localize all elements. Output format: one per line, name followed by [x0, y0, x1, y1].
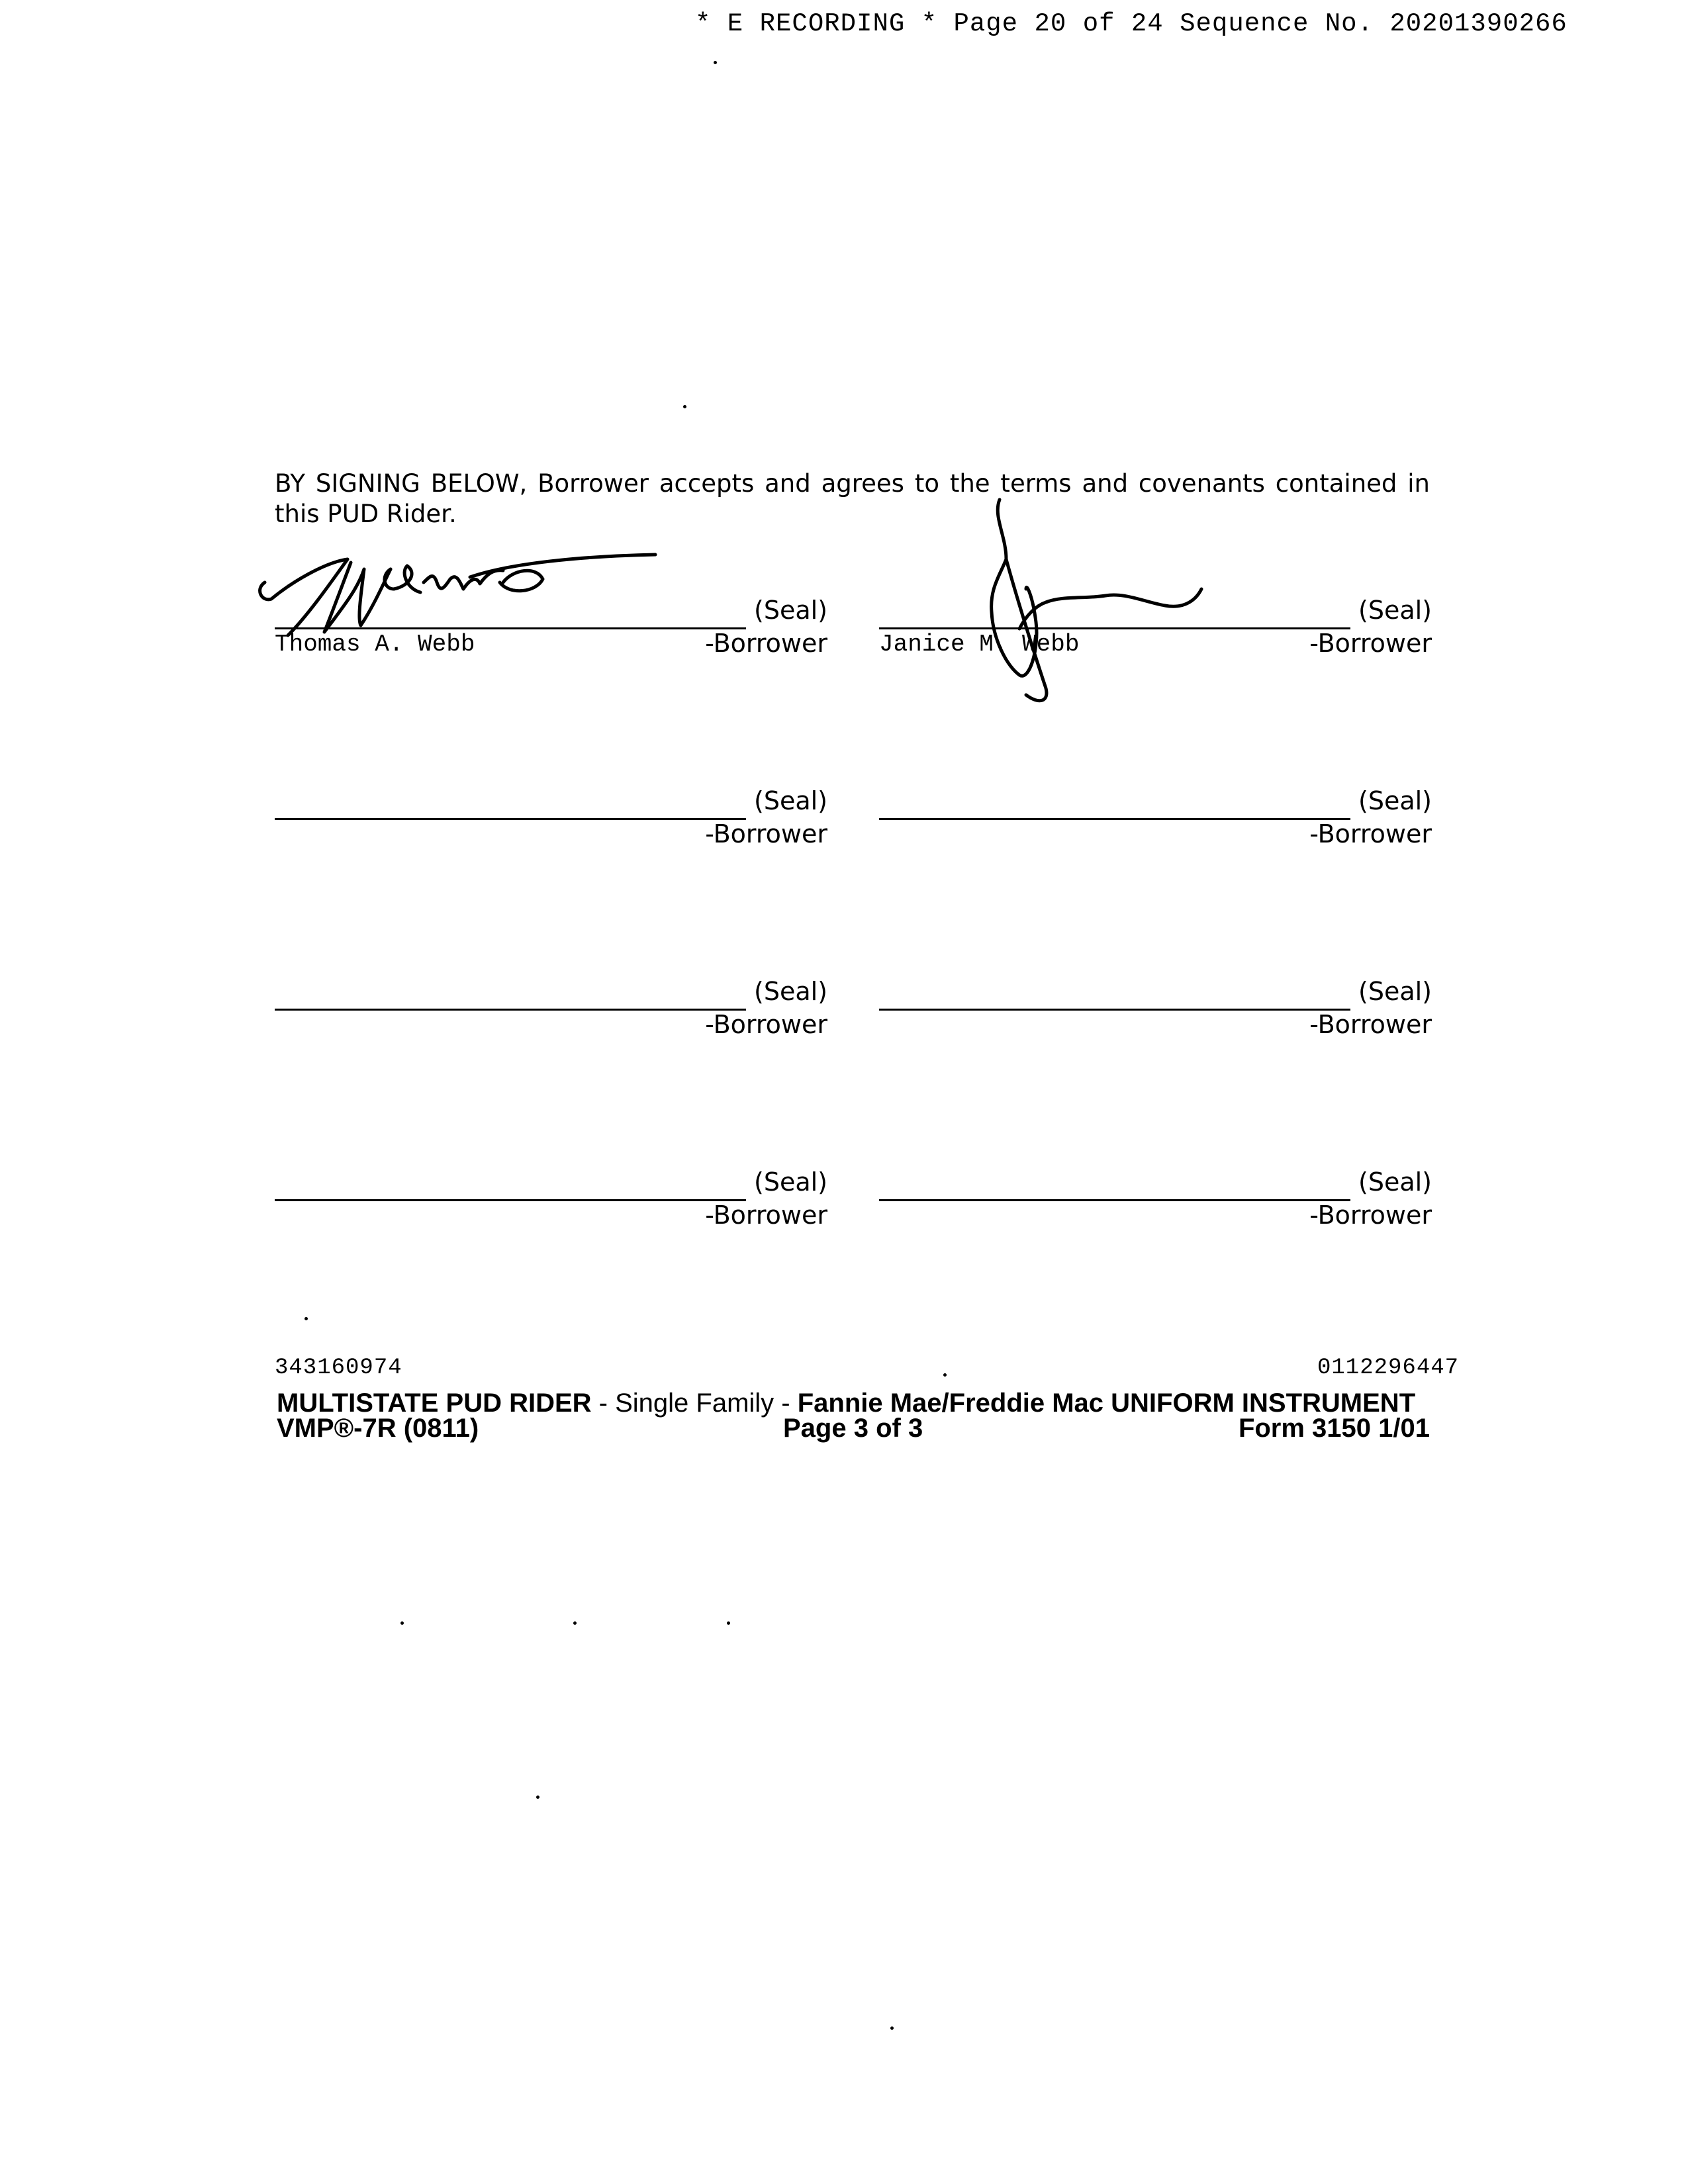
- seal-label: (Seal): [1358, 1167, 1432, 1197]
- signature-block-7: [275, 1166, 827, 1239]
- borrower-label: -Borrower: [705, 819, 827, 848]
- scan-speck: [400, 1621, 404, 1625]
- seal-label: (Seal): [754, 1167, 827, 1197]
- signature-block-8: [879, 1166, 1432, 1239]
- borrower-label: -Borrower: [1309, 629, 1432, 658]
- signature-line: [275, 1199, 746, 1201]
- signature-block-6: [879, 976, 1432, 1048]
- signature-line: [879, 818, 1350, 820]
- borrower-label: -Borrower: [705, 1010, 827, 1039]
- scan-speck: [943, 1373, 947, 1377]
- page-number: Page 3 of 3: [783, 1414, 923, 1443]
- form-title-name: MULTISTATE PUD RIDER: [277, 1388, 592, 1418]
- signature-block-4: [879, 785, 1432, 858]
- borrower-label: -Borrower: [705, 1201, 827, 1230]
- loan-number-left: 343160974: [275, 1355, 402, 1381]
- loan-number-right: 0112296447: [1317, 1355, 1460, 1381]
- seal-label: (Seal): [1358, 786, 1432, 815]
- scan-speck: [683, 405, 686, 408]
- form-number: Form 3150 1/01: [1238, 1414, 1430, 1443]
- borrower-label: -Borrower: [705, 629, 827, 658]
- signature-line: [275, 1009, 746, 1011]
- borrower-typed-name: Janice M. Webb: [879, 631, 1080, 658]
- scan-speck: [890, 2026, 894, 2030]
- seal-label: (Seal): [754, 977, 827, 1006]
- signature-line: [879, 1199, 1350, 1201]
- seal-label: (Seal): [754, 596, 827, 625]
- form-title-instrument: Fannie Mae/Freddie Mac UNIFORM INSTRUMENT: [797, 1388, 1416, 1418]
- signature-janice-webb: [953, 496, 1231, 715]
- seal-label: (Seal): [1358, 977, 1432, 1006]
- borrower-label: -Borrower: [1309, 819, 1432, 848]
- seal-label: (Seal): [754, 786, 827, 815]
- form-title-type: - Single Family -: [591, 1388, 798, 1418]
- form-footer: [277, 1414, 1430, 1447]
- signing-statement: [275, 469, 1430, 529]
- seal-label: (Seal): [1358, 596, 1432, 625]
- signature-line: [879, 1009, 1350, 1011]
- scan-speck: [714, 61, 717, 64]
- borrower-label: -Borrower: [1309, 1201, 1432, 1230]
- vmp-code: VMP®-7R (0811): [277, 1414, 479, 1443]
- signature-thomas-webb: [252, 543, 675, 649]
- scan-speck: [305, 1317, 308, 1320]
- borrower-typed-name: Thomas A. Webb: [275, 631, 475, 658]
- signature-block-3: [275, 785, 827, 858]
- scan-speck: [573, 1621, 577, 1625]
- statement-lead: BY SIGNING BELOW,: [275, 469, 528, 498]
- scan-speck: [727, 1621, 730, 1625]
- signature-block-5: [275, 976, 827, 1048]
- scan-speck: [536, 1796, 539, 1799]
- borrower-label: -Borrower: [1309, 1010, 1432, 1039]
- statement-text: Borrower accepts and agrees to the terms and covenants contained in this PUD Rider.: [275, 469, 1430, 528]
- signature-line: [275, 818, 746, 820]
- recording-stamp: * E RECORDING * Page 20 of 24 Sequence No. 20201390266: [695, 9, 1568, 38]
